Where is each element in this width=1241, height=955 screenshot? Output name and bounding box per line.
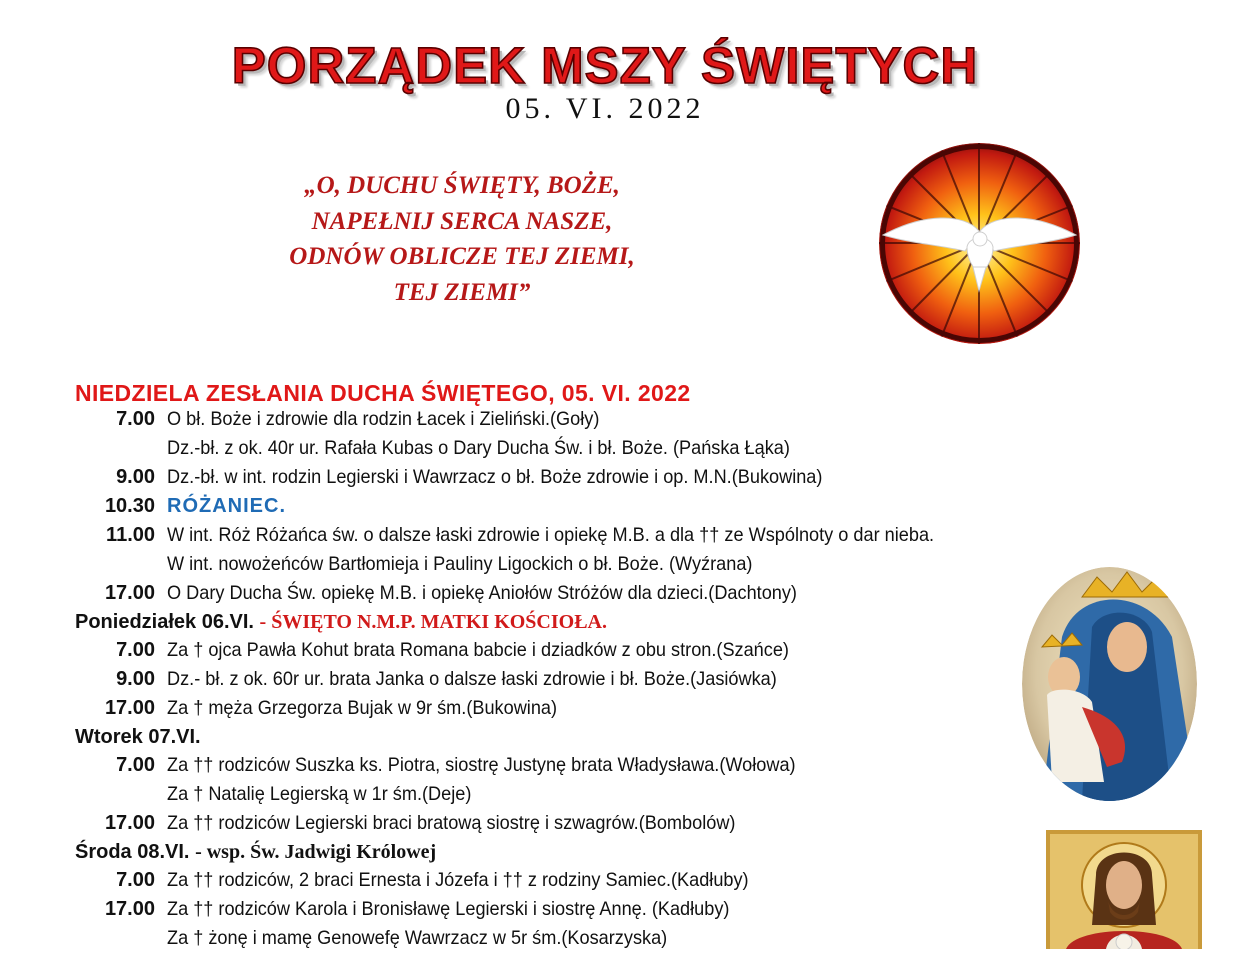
day-heading-tuesday: [75, 726, 201, 749]
mass-intention: Za † ojca Pawła Kohut brata Romana babcie i dziadków z obu stron.(Szańce): [167, 639, 789, 661]
mass-time: 9.00: [116, 466, 155, 488]
feast-label: - wsp. Św. Jadwigi Królowej: [195, 841, 437, 863]
mass-intention: Dz.- bł. z ok. 60r ur. brata Janka o dalsze łaski zdrowie i bł. Boże.(Jasiówka): [167, 668, 777, 690]
quote-line: „O, DUCHU ŚWIĘTY, BOŻE,: [304, 172, 620, 199]
mass-row: [0, 697, 1040, 725]
madonna-image: [1022, 567, 1197, 801]
mass-intention: Za † żonę i mamę Genowefę Wawrzacz w 5r śm.(Kosarzyska): [167, 927, 668, 949]
mass-row: [0, 639, 1040, 667]
mass-time: 7.00: [116, 754, 155, 776]
mass-intention: Za † męża Grzegorza Bujak w 9r śm.(Bukowina): [167, 697, 558, 719]
day-heading-monday: [75, 611, 607, 634]
day-label: Środa 08.VI.: [75, 841, 190, 863]
day-heading-sunday: NIEDZIELA ZESŁANIA DUCHA ŚWIĘTEGO, 05. VI. 2022: [75, 380, 691, 406]
mass-time: 7.00: [116, 408, 155, 430]
mass-time: 10.30: [104, 495, 155, 517]
mass-row: [0, 812, 1040, 840]
mass-time: 9.00: [116, 668, 155, 690]
mass-intention: Za † Natalię Legierską w 1r śm.(Deje): [167, 783, 472, 805]
mass-row: [0, 898, 1040, 926]
mass-time: 7.00: [116, 869, 155, 891]
mass-row: [0, 495, 1040, 523]
mass-time: 17.00: [104, 812, 155, 834]
mass-row: [0, 754, 1040, 782]
rosary-suffix: .: [279, 495, 287, 517]
mass-time: 7.00: [116, 639, 155, 661]
mass-intention: Dz.-bł. z ok. 40r ur. Rafała Kubas o Dary Ducha Św. i bł. Boże. (Pańska Łąka): [167, 437, 790, 459]
mass-intention: Za †† rodziców Karola i Bronisławę Legierski i siostrę Annę. (Kadłuby): [167, 898, 730, 920]
day-label: Poniedziałek 06.VI.: [75, 611, 254, 633]
quote-line: ODNÓW OBLICZE TEJ ZIEMI,: [289, 243, 635, 270]
page-title: PORZĄDEK MSZY ŚWIĘTYCH: [231, 37, 979, 94]
mass-intention: W int. Róż Różańca św. o dalsze łaski zdrowie i opiekę M.B. a dla †† ze Wspólnoty o dar nieba.: [167, 524, 935, 546]
feast-label: - ŚWIĘTO N.M.P. MATKI KOŚCIOŁA.: [259, 611, 607, 633]
day-label: Wtorek 07.VI.: [75, 726, 201, 748]
mass-intention: Za †† rodziców, 2 braci Ernesta i Józefa i †† z rodziny Samiec.(Kadłuby): [167, 869, 749, 891]
jesus-icon: [1046, 830, 1202, 949]
mass-intention: Za †† rodziców Legierski braci bratową siostrę i szwagrów.(Bombolów): [167, 812, 736, 834]
mass-row: [0, 553, 1040, 581]
page-date: 05. VI. 2022: [505, 92, 705, 125]
jesus-image: [1046, 830, 1202, 949]
mass-intention: Dz.-bł. w int. rodzin Legierski i Wawrzacz o bł. Boże zdrowie i op. M.N.(Bukowina): [167, 466, 823, 488]
mass-intention: O bł. Boże i zdrowie dla rodzin Łacek i Zieliński.(Goły): [167, 408, 600, 430]
mass-intention: W int. nowożeńców Bartłomieja i Pauliny Ligockich o bł. Boże. (Wyźrana): [167, 553, 753, 575]
rosary-text: RÓŻANIEC: [167, 495, 280, 517]
mass-row: [0, 582, 1040, 610]
mass-time: 17.00: [104, 898, 155, 920]
mass-time: 11.00: [106, 524, 155, 546]
mass-row: [0, 524, 1040, 552]
quote-block: [232, 168, 692, 310]
quote-line: NAPEŁNIJ SERCA NASZE,: [311, 207, 613, 235]
mass-row: [0, 408, 1040, 436]
mass-row: [0, 668, 1040, 696]
day-heading-wednesday: [75, 841, 436, 864]
mass-row: [0, 869, 1040, 897]
mass-time: 17.00: [104, 582, 155, 604]
dove-icon: [879, 143, 1080, 344]
madonna-icon: [1022, 567, 1197, 801]
mass-row: [0, 783, 1040, 811]
mass-row: [0, 437, 1040, 465]
mass-time: 17.00: [104, 697, 155, 719]
holy-spirit-dove-image: [879, 143, 1080, 344]
mass-row: [0, 927, 1040, 955]
mass-intention: Za †† rodziców Suszka ks. Piotra, siostrę Justynę brata Władysława.(Wołowa): [167, 754, 796, 776]
quote-line: TEJ ZIEMI”: [393, 278, 531, 306]
mass-intention: O Dary Ducha Św. opiekę M.B. i opiekę Aniołów Stróżów dla dzieci.(Dachtony): [167, 582, 797, 604]
mass-row: [0, 466, 1040, 494]
rosary-label: [167, 495, 286, 518]
